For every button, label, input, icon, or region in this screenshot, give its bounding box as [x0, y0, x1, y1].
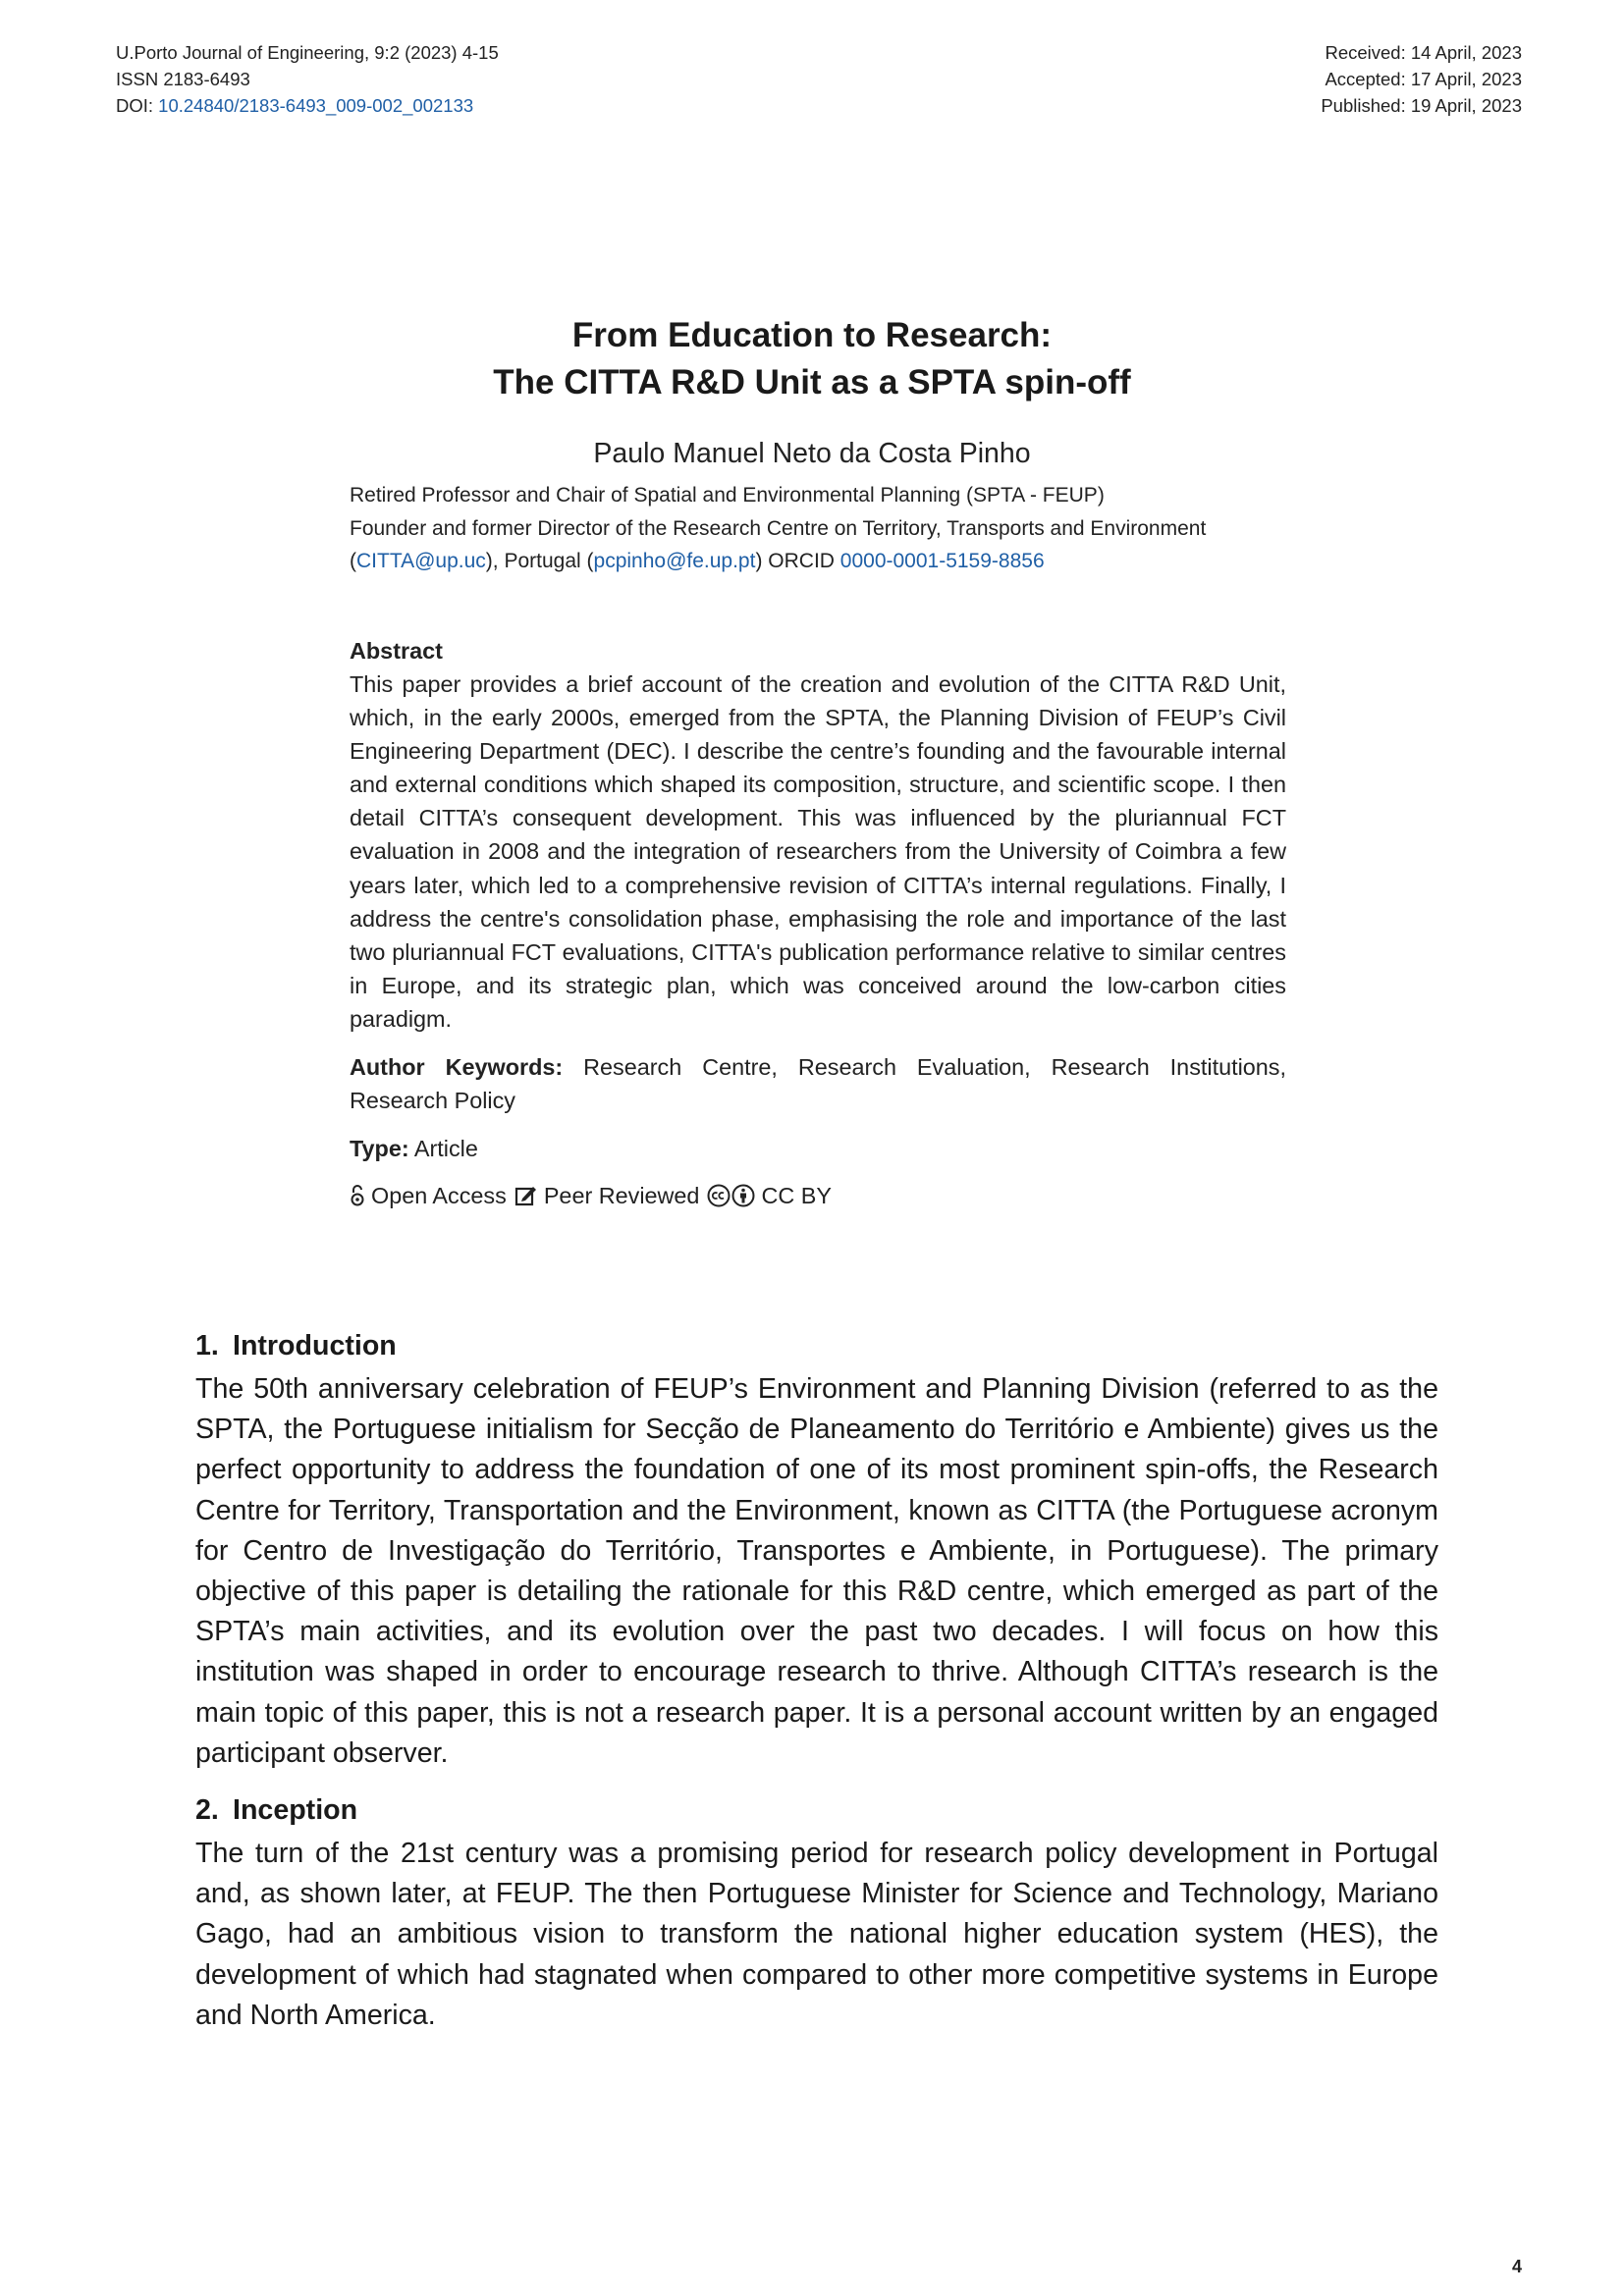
badges-row: [350, 1179, 1286, 1212]
affiliation-line-2: Founder and former Director of the Research Centre on Territory, Transports and Environment: [350, 516, 1207, 540]
portugal-text: ), Portugal (: [485, 550, 594, 572]
doi-line: [116, 92, 499, 119]
page-number: 4: [1511, 2257, 1522, 2276]
affiliation-line-1: Retired Professor and Chair of Spatial and Environmental Planning (SPTA - FEUP): [350, 484, 1105, 507]
section-heading: [195, 1790, 1438, 1830]
keywords-label: Author Keywords:: [350, 1054, 564, 1081]
section-number: 2.: [195, 1794, 219, 1826]
doi-label: DOI:: [116, 95, 159, 116]
open-access-icon: [350, 1184, 365, 1207]
author-email-link[interactable]: pcpinho@fe.up.pt: [593, 550, 756, 572]
citta-email-link[interactable]: CITTA@up.uc: [356, 550, 486, 572]
abstract-block: [350, 634, 1286, 1212]
title-line-1: From Education to Research:: [571, 316, 1053, 354]
section-title: Introduction: [233, 1330, 397, 1362]
affiliation-line-3: [350, 545, 1288, 578]
title-line-2: The CITTA R&D Unit as a SPTA spin-off: [493, 363, 1131, 401]
section-number: 1.: [195, 1330, 219, 1362]
license-label: CC BY: [761, 1183, 832, 1209]
published-date: Published: 19 April, 2023: [1321, 95, 1522, 116]
by-attribution-icon: [731, 1184, 755, 1207]
journal-citation: U.Porto Journal of Engineering, 9:2 (2023) 4-15: [116, 42, 499, 63]
section-introduction: [195, 1326, 1438, 1774]
accepted-date: Accepted: 17 April, 2023: [1325, 69, 1522, 89]
author-name: Paulo Manuel Neto da Costa Pinho: [593, 438, 1031, 469]
orcid-link[interactable]: 0000-0001-5159-8856: [839, 550, 1045, 572]
author-affiliation: [350, 479, 1288, 578]
section-paragraph: The 50th anniversary celebration of FEUP’s Environment and Planning Division (referred to as the SPTA, the Portuguese initialism for Secção de Planeamento do Território e Ambiente) gives us the perfect opportunity to address the foundation of one of its most prominent spin-offs, the Research Centre for Territory, Transportation and the Environment, known as CITTA (the Portuguese acronym for Centro de Investigação do Território, Transportes e Ambiente, in Portuguese). The primary objective of this paper is detailing the rationale for this R&D centre, which emerged as part of the SPTA’s main activities, and its evolution over the past two decades. I will focus on how this institution was shaped in order to encourage research to thrive. Although CITTA’s research is the main topic of this paper, this is not a research paper. It is a personal account written by an engaged participant observer.: [195, 1373, 1438, 1769]
issn: ISSN 2183-6493: [116, 69, 250, 89]
received-date: Received: 14 April, 2023: [1325, 42, 1522, 63]
peer-reviewed-label: Peer Reviewed: [543, 1183, 700, 1209]
abstract-heading: Abstract: [350, 638, 443, 664]
paren: (: [350, 550, 356, 572]
open-access-label: Open Access: [371, 1183, 507, 1209]
section-heading: [195, 1326, 1438, 1365]
paper-title: [0, 312, 1624, 406]
type-value: Article: [408, 1136, 478, 1162]
type-label: Type:: [350, 1136, 409, 1162]
cc-icon: [707, 1184, 731, 1207]
section-inception: [195, 1790, 1438, 2036]
journal-header: [116, 39, 499, 119]
section-title: Inception: [233, 1794, 358, 1826]
dates-header: [1321, 39, 1522, 119]
abstract-text: This paper provides a brief account of the creation and evolution of the CITTA R&D Unit, which, in the early 2000s, emerged from the SPTA, the Planning Division of FEUP’s Civil Engineering Department (DEC). I describe the centre’s founding and the favourable internal and external conditions which shaped its composition, structure, and scientific scope. I then detail CITTA’s consequent development. This was influenced by the pluriannual FCT evaluation in 2008 and the integration of researchers from the University of Coimbra a few years later, which led to a comprehensive revision of CITTA’s internal regulations. Finally, I address the centre's consolidation phase, emphasising the role and importance of the last two pluriannual FCT evaluations, CITTA's publication performance relative to similar centres in Europe, and its strategic plan, which was conceived around the low-carbon cities paradigm.: [350, 671, 1286, 1032]
doi-link[interactable]: 10.24840/2183-6493_009-002_002133: [158, 95, 474, 116]
article-type: [350, 1132, 1286, 1165]
section-paragraph: The turn of the 21st century was a promising period for research policy development in Portugal and, as shown later, at FEUP. The then Portuguese Minister for Science and Technology, Mariano Gago, had an ambitious vision to transform the national higher education system (HES), the development of which had stagnated when compared to other more competitive systems in Europe and North America.: [195, 1838, 1438, 2031]
peer-reviewed-icon: [514, 1184, 538, 1207]
orcid-label: ) ORCID: [755, 550, 840, 572]
keywords-text: Research Centre, Research Evaluation, Research Institutions, Research Policy: [350, 1054, 1286, 1114]
author-keywords: [350, 1050, 1286, 1117]
